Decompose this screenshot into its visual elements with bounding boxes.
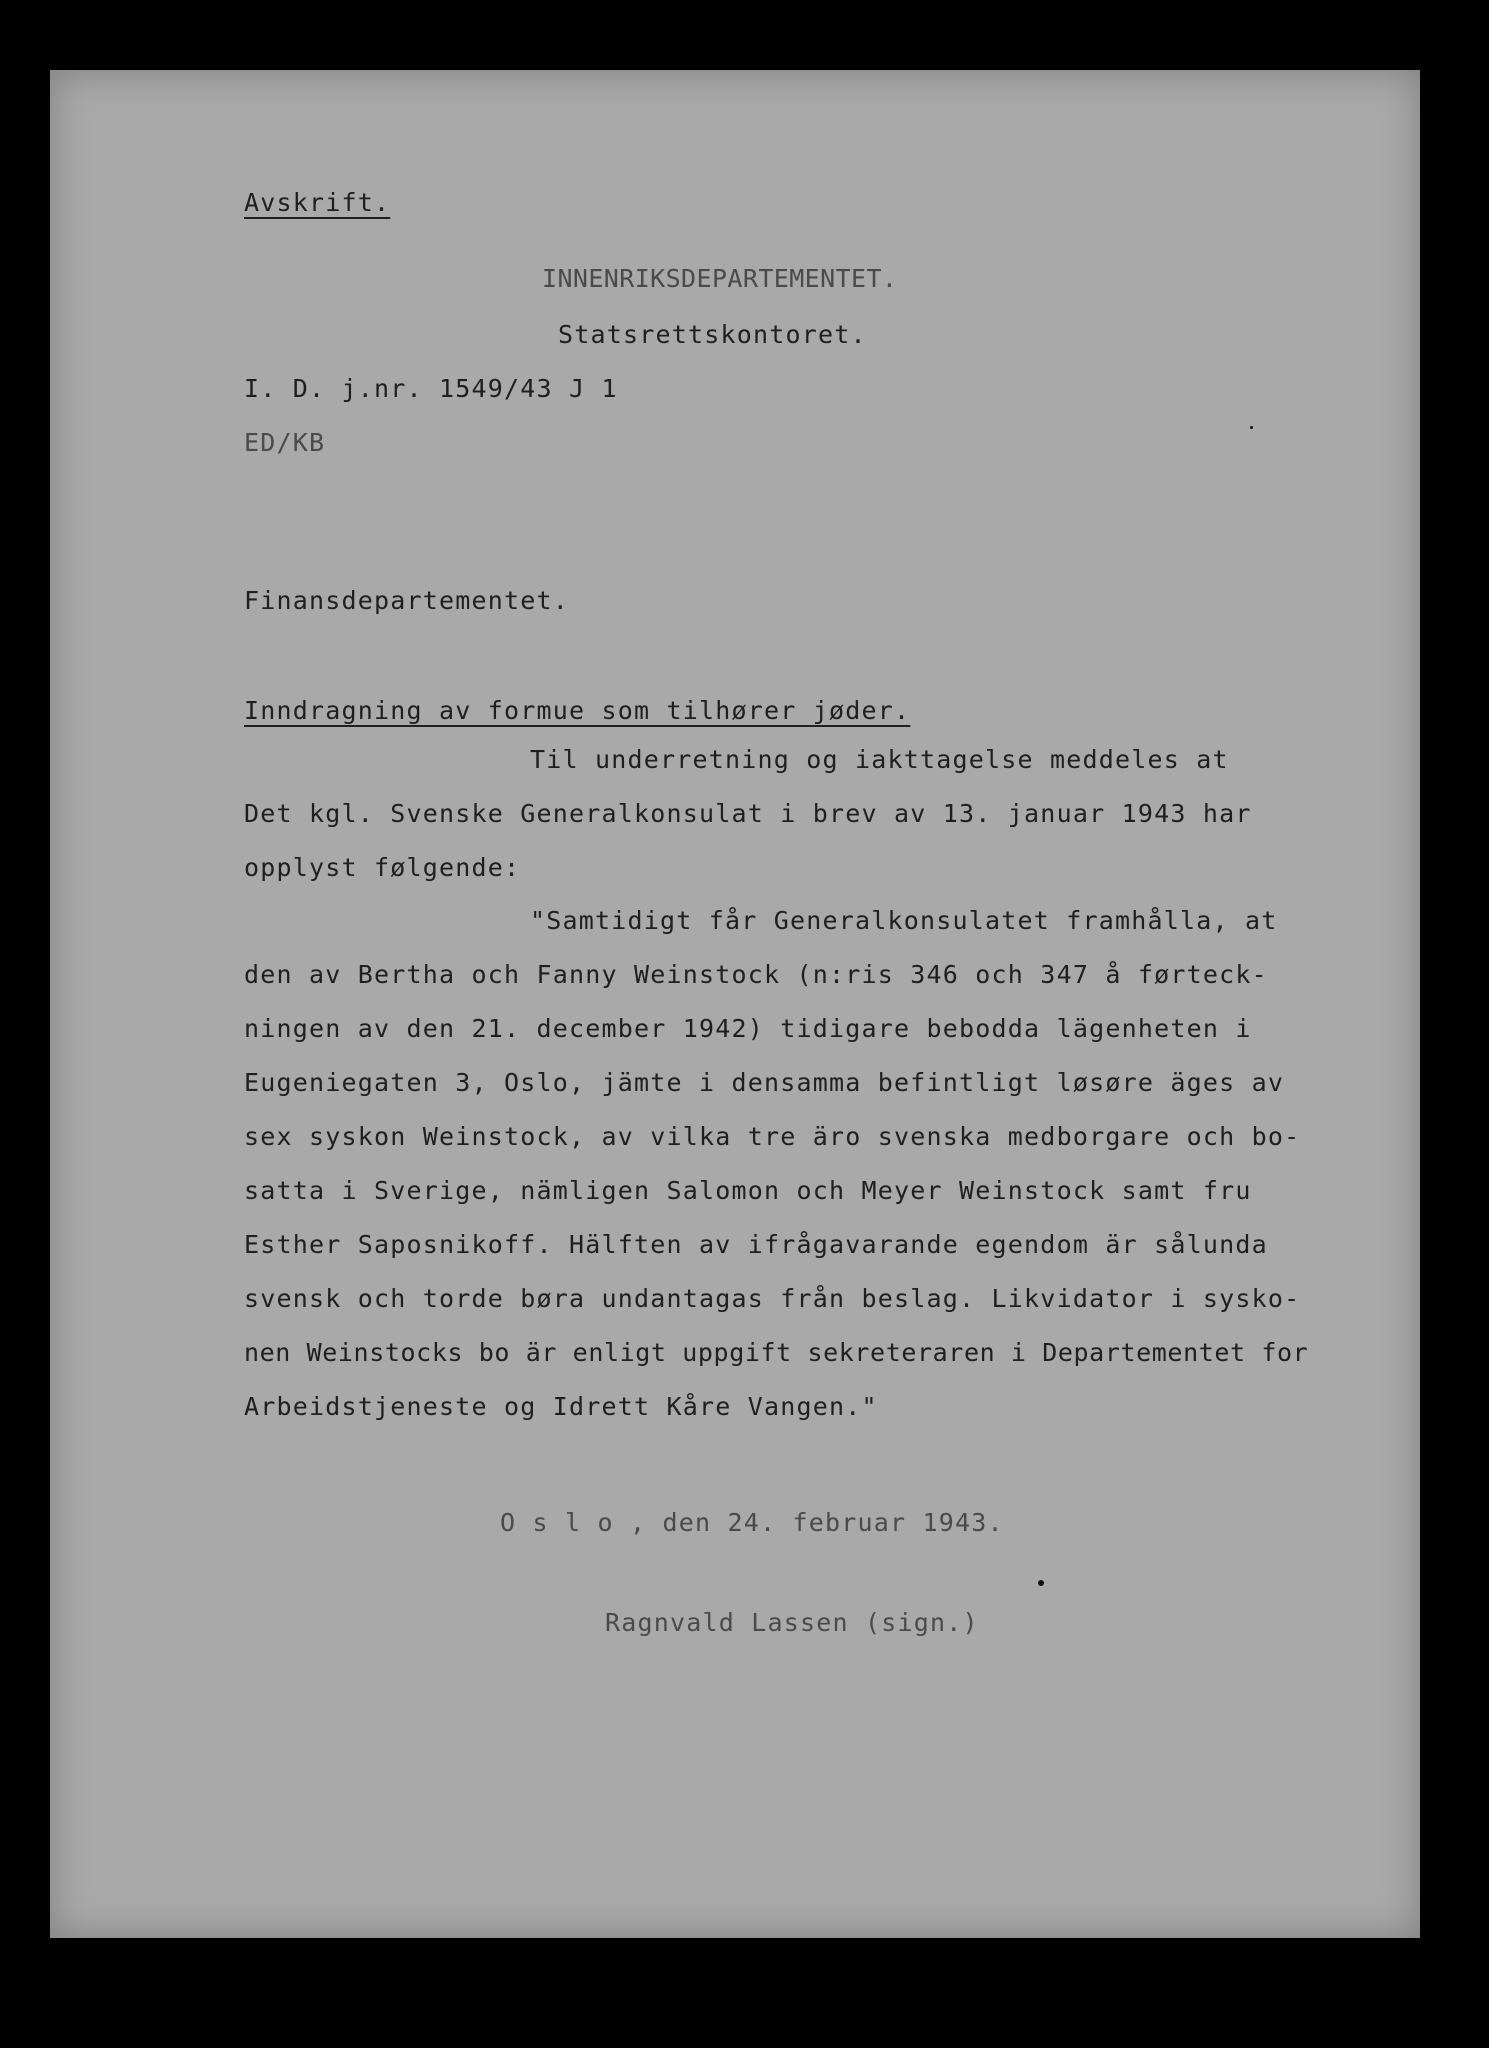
quote-line: sex syskon Weinstock, av vilka tre äro svenska medborgare och bo- (244, 1122, 1301, 1151)
journal-number: I. D. j.nr. 1549/43 J 1 (244, 374, 618, 403)
quote-line: nen Weinstocks bo är enligt uppgift sekreteraren i Departementet for (244, 1338, 1309, 1367)
quote-line: svensk och torde børa undantagas från beslag. Likvidator i sysko- (244, 1284, 1301, 1313)
quote-line: den av Bertha och Fanny Weinstock (n:ris 346 och 347 å førteck- (244, 960, 1268, 989)
ink-speck (1038, 1580, 1044, 1586)
quote-line: ningen av den 21. december 1942) tidigare bebodda lägenheten i (244, 1014, 1252, 1043)
office-heading: Statsrettskontoret. (558, 320, 867, 349)
quote-line: Eugeniegaten 3, Oslo, jämte i densamma befintligt løsøre äges av (244, 1068, 1285, 1097)
subject-line: Inndragning av formue som tilhører jøder. (244, 696, 911, 725)
quote-line: Arbeidstjeneste og Idrett Kåre Vangen." (244, 1392, 878, 1421)
reference-initials: ED/KB (244, 428, 326, 457)
quote-line: Esther Saposnikoff. Hälften av ifrågavarande egendom är sålunda (244, 1230, 1268, 1259)
date-line: O s l o , den 24. februar 1943. (500, 1508, 1004, 1537)
ink-speck (1250, 426, 1253, 429)
quote-line: "Samtidigt får Generalkonsulatet framhålla, at (530, 906, 1278, 935)
document-label: Avskrift. (244, 188, 391, 217)
body-line: opplyst følgende: (244, 853, 521, 882)
document-sheet (50, 70, 1420, 1938)
department-heading: INNENRIKSDEPARTEMENTET. (542, 264, 898, 293)
body-line: Det kgl. Svenske Generalkonsulat i brev av 13. januar 1943 har (244, 799, 1252, 828)
body-line: Til underretning og iakttagelse meddeles at (530, 745, 1229, 774)
signature-line: Ragnvald Lassen (sign.) (605, 1608, 979, 1637)
quote-line: satta i Sverige, nämligen Salomon och Meyer Weinstock samt fru (244, 1176, 1252, 1205)
recipient: Finansdepartementet. (244, 586, 570, 615)
